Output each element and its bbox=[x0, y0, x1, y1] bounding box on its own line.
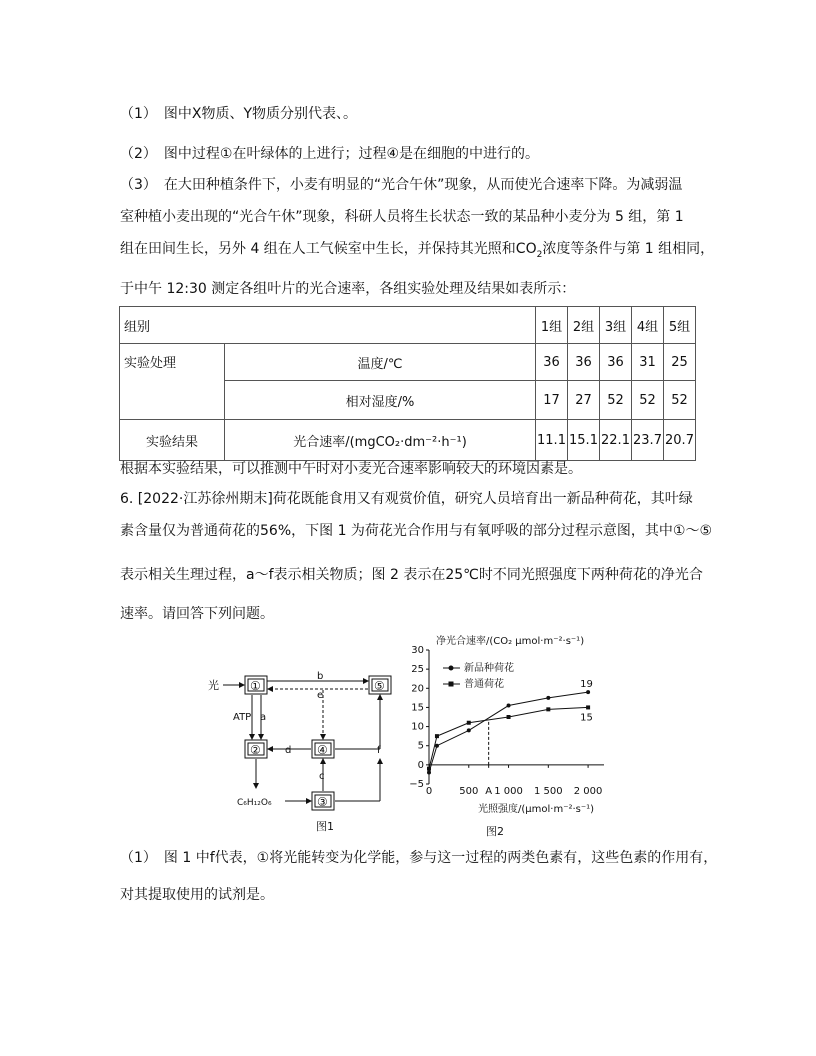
group-5: 5组 bbox=[664, 307, 696, 344]
light-label: 光 bbox=[208, 679, 219, 692]
rate-2: 15.1 bbox=[568, 420, 600, 461]
temp-2: 36 bbox=[568, 344, 600, 381]
legend-common-marker bbox=[449, 682, 453, 686]
x-tick-label: 2 000 bbox=[573, 786, 603, 797]
question-6-1-line-2: 对其提取使用的试剂是。 bbox=[120, 887, 274, 903]
question-6-1-line-1: （1） 图 1 中f代表，①将光能转变为化学能，参与这一过程的两类色素有，这些色素的作用有， bbox=[120, 850, 718, 866]
series-point-2 bbox=[435, 734, 439, 738]
figure-1-caption: 图1 bbox=[316, 820, 334, 833]
series-point-1 bbox=[586, 690, 590, 694]
x-tick-label: 1 000 bbox=[494, 786, 523, 797]
chart-ylabel: 净光合速率/(CO₂ μmol·m⁻²·s⁻¹) bbox=[436, 636, 585, 647]
box-1: ① bbox=[250, 679, 261, 693]
conclusion-line: 根据本实验结果，可以推测中午时对小麦光合速率影响较大的环境因素是。 bbox=[120, 461, 582, 477]
x-tick-label: 0 bbox=[425, 786, 433, 797]
group-2: 2组 bbox=[568, 307, 600, 344]
label-d: d bbox=[285, 745, 292, 756]
y-tick-label: 20 bbox=[411, 683, 424, 695]
figure-2-caption: 图2 bbox=[486, 825, 504, 837]
legend-new-marker bbox=[449, 666, 453, 670]
x-tick-label: A bbox=[485, 786, 493, 797]
box-2: ② bbox=[250, 743, 261, 757]
y-tick-label: 15 bbox=[411, 702, 424, 714]
x-tick-label: 1 500 bbox=[533, 786, 563, 797]
question-6-line-4: 速率。请回答下列问题。 bbox=[120, 606, 274, 622]
rate-4: 23.7 bbox=[632, 420, 664, 461]
rate-label: 光合速率/(mgCO₂·dm⁻²·h⁻¹) bbox=[225, 420, 536, 461]
glucose-label: C₆H₁₂O₆ bbox=[237, 798, 272, 808]
temp-4: 31 bbox=[632, 344, 664, 381]
temp-3: 36 bbox=[600, 344, 632, 381]
experiment-table bbox=[119, 306, 696, 461]
rate-5: 20.7 bbox=[664, 420, 696, 461]
y-tick-label: −5 bbox=[409, 779, 424, 790]
result-label: 实验结果 bbox=[120, 420, 225, 461]
series-point-1 bbox=[427, 771, 431, 775]
label-b: b bbox=[317, 671, 324, 682]
humidity-2: 27 bbox=[568, 381, 600, 420]
question-6-line-2: 素含量仅为普通荷花的56%，下图 1 为荷花光合作用与有氧呼吸的部分过程示意图，其中①～⑤ bbox=[120, 523, 713, 539]
question-3-line-1: （3） 在大田种植条件下，小麦有明显的“光合午休”现象，从而使光合速率下降。为减弱温 bbox=[120, 177, 683, 193]
series-point-2 bbox=[427, 767, 431, 771]
temp-1: 36 bbox=[536, 344, 568, 381]
x-tick-label: 500 bbox=[459, 786, 479, 797]
question-6-line-3: 表示相关生理过程，a～f表示相关物质；图 2 表示在25℃时不同光照强度下两种荷花的净光合 bbox=[120, 567, 703, 583]
series-point-2 bbox=[507, 715, 511, 719]
question-2: （2） 图中过程①在叶绿体的上进行；过程④是在细胞的中进行的。 bbox=[120, 146, 540, 162]
end-label-15: 15 bbox=[580, 712, 593, 724]
label-f: f bbox=[377, 745, 381, 756]
end-label-19: 19 bbox=[580, 679, 593, 691]
humidity-label: 相对湿度/% bbox=[225, 381, 536, 420]
series-point-1 bbox=[546, 696, 550, 700]
question-3-line-2: 室种植小麦出现的“光合午休”现象，科研人员将生长状态一致的某品种小麦分为 5 组，第 1 bbox=[120, 209, 684, 225]
figure-2-chart bbox=[398, 632, 638, 837]
legend-common: 普通荷花 bbox=[464, 679, 504, 690]
group-3: 3组 bbox=[600, 307, 632, 344]
rate-1: 11.1 bbox=[536, 420, 568, 461]
question-6-line-1: 6. [2022·江苏徐州期末]荷花既能食用又有观赏价值，研究人员培育出一新品种荷花，其叶绿 bbox=[120, 491, 693, 507]
temperature-label: 温度/℃ bbox=[225, 344, 536, 381]
question-3-line-3: 组在田间生长，另外 4 组在人工气候室中生长，并保持其光照和$CO_2$浓度等条件与第 1 组相同， bbox=[120, 241, 715, 260]
series-point-2 bbox=[467, 721, 471, 725]
humidity-5: 52 bbox=[664, 381, 696, 420]
treatment-label: 实验处理 bbox=[120, 344, 225, 420]
question-3-line-4: 于中午 12:30 测定各组叶片的光合速率，各组实验处理及结果如表所示： bbox=[120, 281, 576, 297]
y-tick-label: 10 bbox=[411, 721, 424, 733]
question-1: （1） 图中X物质、Y物质分别代表、。 bbox=[120, 106, 358, 122]
series-point-2 bbox=[586, 705, 590, 709]
series-point-1 bbox=[507, 704, 511, 708]
humidity-3: 52 bbox=[600, 381, 632, 420]
temp-5: 25 bbox=[664, 344, 696, 381]
label-e-top: e bbox=[317, 690, 324, 701]
y-tick-label: 5 bbox=[417, 740, 424, 752]
group-1: 1组 bbox=[536, 307, 568, 344]
series-point-1 bbox=[467, 728, 471, 732]
box-4: ④ bbox=[317, 743, 328, 757]
figure-1-diagram bbox=[205, 668, 415, 838]
atp-label: ATP bbox=[233, 712, 252, 723]
legend-new: 新品种荷花 bbox=[464, 663, 514, 674]
group-4: 4组 bbox=[632, 307, 664, 344]
y-tick-label: 25 bbox=[411, 664, 424, 676]
label-c: c bbox=[319, 771, 325, 782]
label-a: a bbox=[260, 712, 267, 723]
chart-xlabel: 光照强度/(μmol·m⁻²·s⁻¹) bbox=[478, 804, 595, 815]
humidity-4: 52 bbox=[632, 381, 664, 420]
series-point-2 bbox=[546, 707, 550, 711]
humidity-1: 17 bbox=[536, 381, 568, 420]
rate-3: 22.1 bbox=[600, 420, 632, 461]
y-tick-label: 30 bbox=[411, 645, 424, 656]
group-header: 组别 bbox=[120, 307, 536, 344]
box-3: ③ bbox=[317, 795, 328, 809]
y-tick-label: 0 bbox=[417, 759, 424, 771]
box-5: ⑤ bbox=[374, 679, 385, 693]
series-point-1 bbox=[435, 744, 439, 748]
